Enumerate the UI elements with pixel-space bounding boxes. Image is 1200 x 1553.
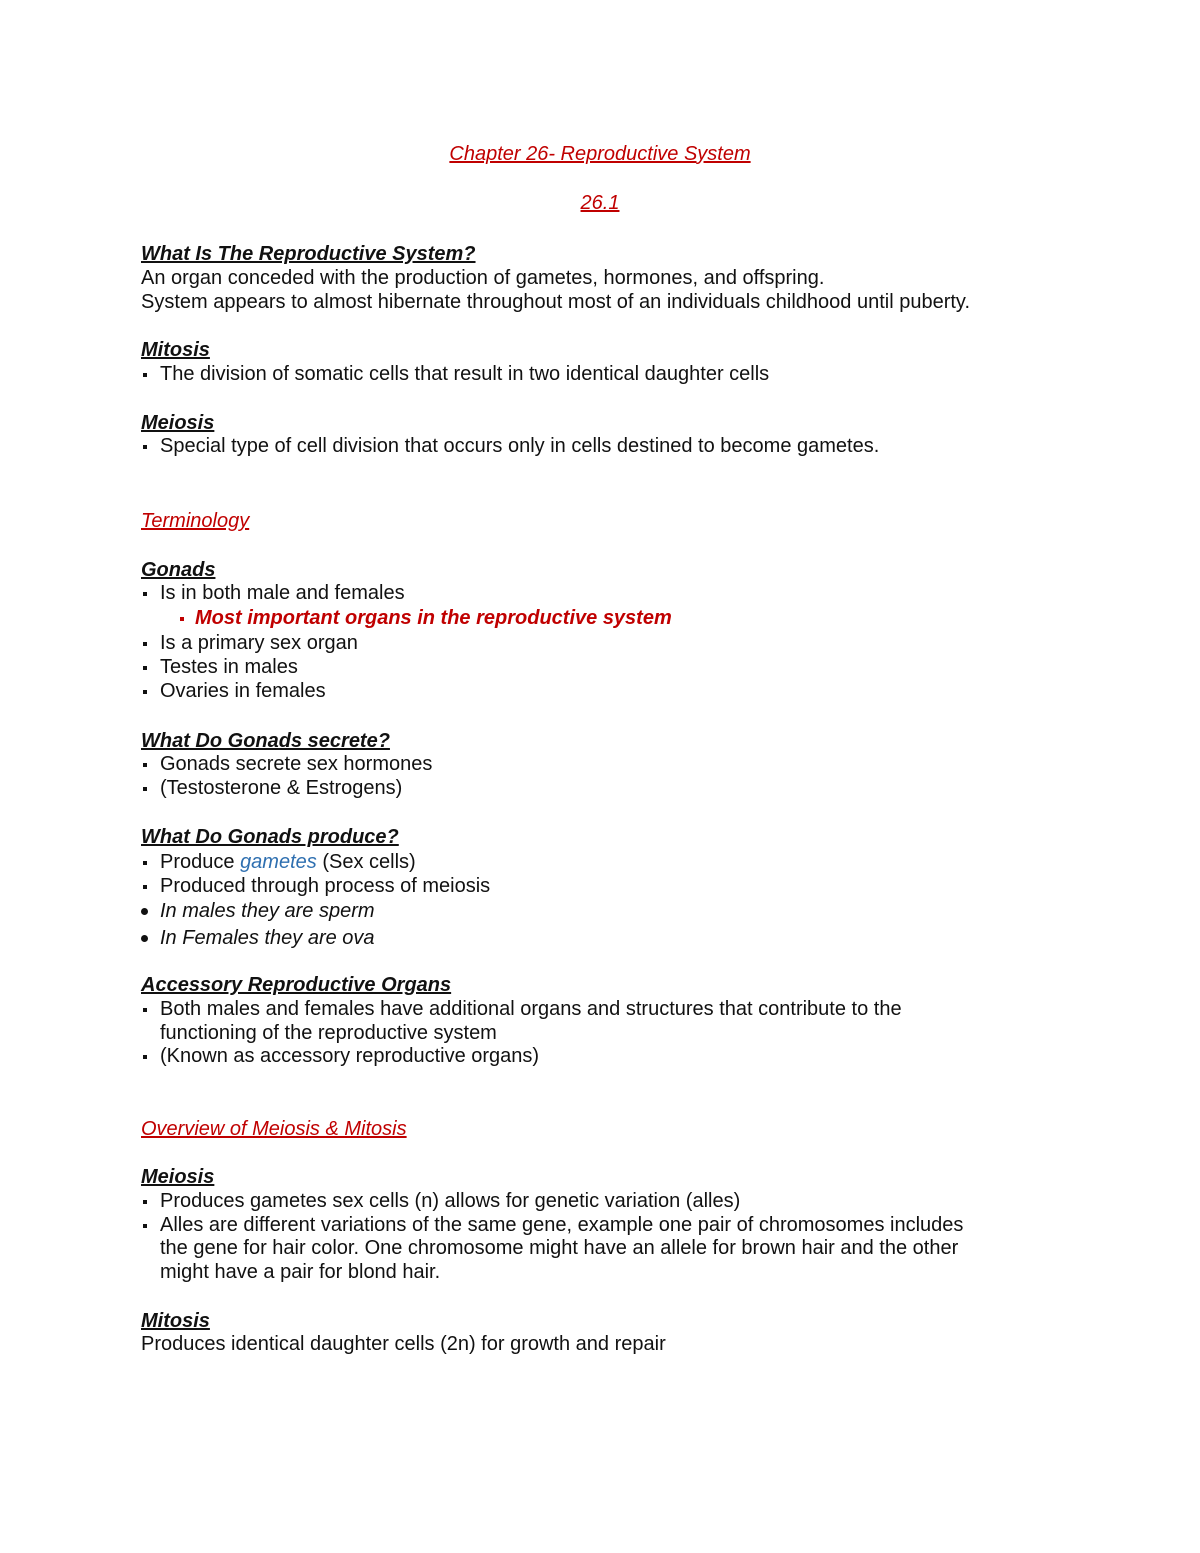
bullet-icon bbox=[143, 362, 147, 386]
mitosis-2-heading: Mitosis bbox=[141, 1310, 210, 1332]
meiosis-2-heading: Meiosis bbox=[141, 1166, 215, 1188]
meiosis-2-bullet-2-line-1: Alles are different variations of the same gene, example one pair of chromosomes includes bbox=[160, 1214, 964, 1236]
meiosis-2-bullet-1: Produces gametes sex cells (n) allows for genetic variation (alles) bbox=[160, 1190, 741, 1212]
gonads-bullet-1: Is in both male and females bbox=[160, 582, 405, 604]
mitosis-heading: Mitosis bbox=[141, 339, 210, 361]
bullet-icon bbox=[143, 679, 147, 703]
meiosis-bullet: Special type of cell division that occurs only in cells destined to become gametes. bbox=[160, 435, 880, 457]
produce-bullet-1-pre: Produce bbox=[160, 851, 241, 873]
produce-bullet-2: Produced through process of meiosis bbox=[160, 875, 491, 897]
bullet-dot-icon bbox=[141, 926, 148, 950]
gametes-link[interactable]: gametes bbox=[240, 851, 317, 873]
bullet-icon bbox=[143, 631, 147, 655]
bullet-icon bbox=[143, 752, 147, 776]
overview-heading: Overview of Meiosis & Mitosis bbox=[141, 1118, 407, 1140]
meiosis-2-bullet-2-line-2: the gene for hair color. One chromosome might have an allele for brown hair and the other bbox=[160, 1237, 959, 1259]
document-title: Chapter 26- Reproductive System bbox=[449, 143, 751, 165]
secrete-bullet-2: (Testosterone & Estrogens) bbox=[160, 777, 403, 799]
mitosis-bullet: The division of somatic cells that result in two identical daughter cells bbox=[160, 363, 770, 385]
produce-heading: What Do Gonads produce? bbox=[141, 826, 399, 848]
what-is-line-2: System appears to almost hibernate throughout most of an individuals childhood until puberty. bbox=[141, 291, 971, 313]
produce-bullet-4: In Females they are ova bbox=[160, 927, 375, 949]
gonads-heading: Gonads bbox=[141, 559, 216, 581]
gonads-bullet-3: Testes in males bbox=[160, 656, 298, 678]
gonads-sub-bullet: Most important organs in the reproductive system bbox=[195, 607, 672, 629]
gonads-bullet-2: Is a primary sex organ bbox=[160, 632, 358, 654]
bullet-icon bbox=[143, 581, 147, 605]
bullet-dot-icon bbox=[141, 899, 148, 923]
secrete-bullet-1: Gonads secrete sex hormones bbox=[160, 753, 433, 775]
accessory-bullet-2: (Known as accessory reproductive organs) bbox=[160, 1045, 540, 1067]
accessory-bullet-1-line-1: Both males and females have additional organs and structures that contribute to the bbox=[160, 998, 902, 1020]
bullet-icon bbox=[143, 850, 147, 874]
bullet-icon bbox=[143, 434, 147, 458]
meiosis-heading: Meiosis bbox=[141, 412, 215, 434]
terminology-heading: Terminology bbox=[141, 510, 250, 532]
gonads-bullet-4: Ovaries in females bbox=[160, 680, 326, 702]
meiosis-2-bullet-2-line-3: might have a pair for blond hair. bbox=[160, 1261, 441, 1283]
bullet-icon bbox=[143, 874, 147, 898]
bullet-icon bbox=[143, 655, 147, 679]
what-is-heading: What Is The Reproductive System? bbox=[141, 243, 476, 265]
accessory-bullet-1-line-2: functioning of the reproductive system bbox=[160, 1022, 497, 1044]
bullet-icon bbox=[143, 1189, 147, 1213]
section-number: 26.1 bbox=[580, 192, 620, 214]
accessory-heading: Accessory Reproductive Organs bbox=[141, 974, 452, 996]
produce-bullet-3: In males they are sperm bbox=[160, 900, 375, 922]
produce-bullet-1-post: (Sex cells) bbox=[316, 851, 416, 873]
bullet-icon bbox=[180, 606, 184, 630]
produce-bullet-1 bbox=[160, 850, 416, 874]
bullet-icon bbox=[143, 1213, 147, 1237]
secrete-heading: What Do Gonads secrete? bbox=[141, 730, 390, 752]
bullet-icon bbox=[143, 997, 147, 1021]
bullet-icon bbox=[143, 776, 147, 800]
what-is-line-1: An organ conceded with the production of gametes, hormones, and offspring. bbox=[141, 267, 825, 289]
mitosis-2-line: Produces identical daughter cells (2n) for growth and repair bbox=[141, 1333, 666, 1355]
bullet-icon bbox=[143, 1044, 147, 1068]
